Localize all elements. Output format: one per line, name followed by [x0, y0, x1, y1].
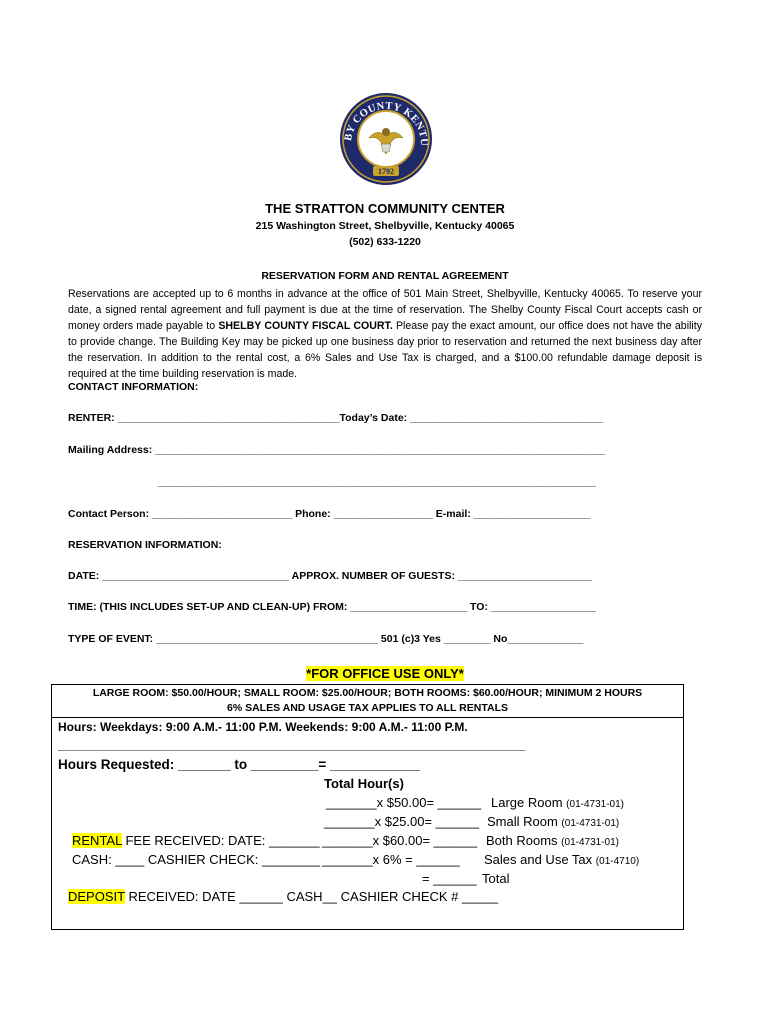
center-address: 215 Washington Street, Shelbyville, Kentucky 40065: [255, 220, 515, 232]
small-room-calc[interactable]: _______x $25.00= ______: [324, 814, 480, 829]
rental-fee-received[interactable]: RENTAL FEE RECEIVED: DATE: _______: [72, 833, 320, 848]
reservation-heading: RESERVATION INFORMATION:: [68, 539, 222, 551]
center-phone: (502) 633-1220: [349, 236, 421, 248]
agreement-text-end: Please pay the exact amount, our office does not have the ability to provide change. The Building Key may be picked up one business day prior to reservation and returned the next business day after the reservation. In addition to the rental cost, a 6% Sales and Use Tax is charged, and a $100.00 refundable damage deposit is required at the time building reservation is made.: [68, 320, 702, 380]
seal-year: 1792: [378, 167, 394, 176]
contact-person-row[interactable]: Contact Person: ________________________ Phone: _________________ E-mail: ____________________: [68, 508, 591, 520]
hours-requested[interactable]: Hours Requested: _______ to _________= ____________: [58, 757, 421, 772]
cash-check-row[interactable]: CASH: ____ CASHIER CHECK: ________: [72, 852, 320, 867]
date-guests-row[interactable]: DATE: ________________________________ APPROX. NUMBER OF GUESTS: _______________________: [68, 570, 593, 582]
sales-tax-calc[interactable]: _______x 6% = ______: [322, 852, 460, 867]
center-title: THE STRATTON COMMUNITY CENTER: [265, 201, 505, 216]
renter-field[interactable]: RENTER: ______________________________________Today’s Date: _________________________________: [68, 412, 603, 424]
mailing-address-field[interactable]: Mailing Address: _____________________________________________________________________________: [68, 444, 605, 456]
small-room-label: Small Room (01-4731-01): [487, 814, 620, 829]
both-rooms-label: Both Rooms (01-4731-01): [486, 833, 619, 848]
large-room-label: Large Room (01-4731-01): [491, 795, 624, 810]
sales-tax-label: Sales and Use Tax (01-4710): [484, 852, 640, 867]
total-label: Total: [482, 871, 510, 886]
total-calc[interactable]: = ______: [422, 871, 477, 886]
payee-name: SHELBY COUNTY FISCAL COURT.: [218, 320, 393, 332]
agreement-heading: RESERVATION FORM AND RENTAL AGREEMENT: [261, 270, 509, 282]
rates-line-1: LARGE ROOM: $50.00/HOUR; SMALL ROOM: $25.00/HOUR; BOTH ROOMS: $60.00/HOUR; MINIMUM 2 HOURS: [92, 687, 643, 699]
contact-heading: CONTACT INFORMATION:: [68, 381, 199, 393]
time-row[interactable]: TIME: (THIS INCLUDES SET-UP AND CLEAN-UP) FROM: ____________________ TO: __________________: [68, 601, 596, 613]
both-rooms-calc[interactable]: _______x $60.00= ______: [322, 833, 478, 848]
office-use-label: *FOR OFFICE USE ONLY*: [306, 666, 464, 681]
box-divider: [51, 717, 684, 718]
agreement-text-start: Reservations are accepted up to 6 months in advance at the office of 501 Main Street, Shelbyville, Kentucky 40065. To reserve your date, a signed rental agreement and full payment is due at the time of reservation. The Shelby County Fiscal Court accepts cash or money orders made payable to: [68, 288, 702, 332]
seal-arc-text: BY COUNTY KENTU: [343, 100, 430, 147]
agreement-paragraph: [68, 286, 702, 382]
county-seal-logo: [339, 92, 433, 186]
office-hours: Hours: Weekdays: 9:00 A.M.- 11:00 P.M. Weekends: 9:00 A.M.- 11:00 P.M.: [58, 720, 468, 734]
rates-line-2: 6% SALES AND USAGE TAX APPLIES TO ALL RENTALS: [226, 702, 508, 714]
mailing-address-line2[interactable]: ___________________________________________________________________________: [158, 476, 596, 488]
deposit-received-row[interactable]: DEPOSIT RECEIVED: DATE ______ CASH__ CASHIER CHECK # _____: [68, 889, 499, 904]
office-divider-line: ______________________________________________________________________: [58, 738, 526, 752]
event-type-row[interactable]: TYPE OF EVENT: ______________________________________ 501 (c)3 Yes ________ No_____________: [68, 633, 584, 645]
large-room-calc[interactable]: _______x $50.00= ______: [326, 795, 482, 810]
total-hours-label: Total Hour(s): [324, 776, 404, 791]
